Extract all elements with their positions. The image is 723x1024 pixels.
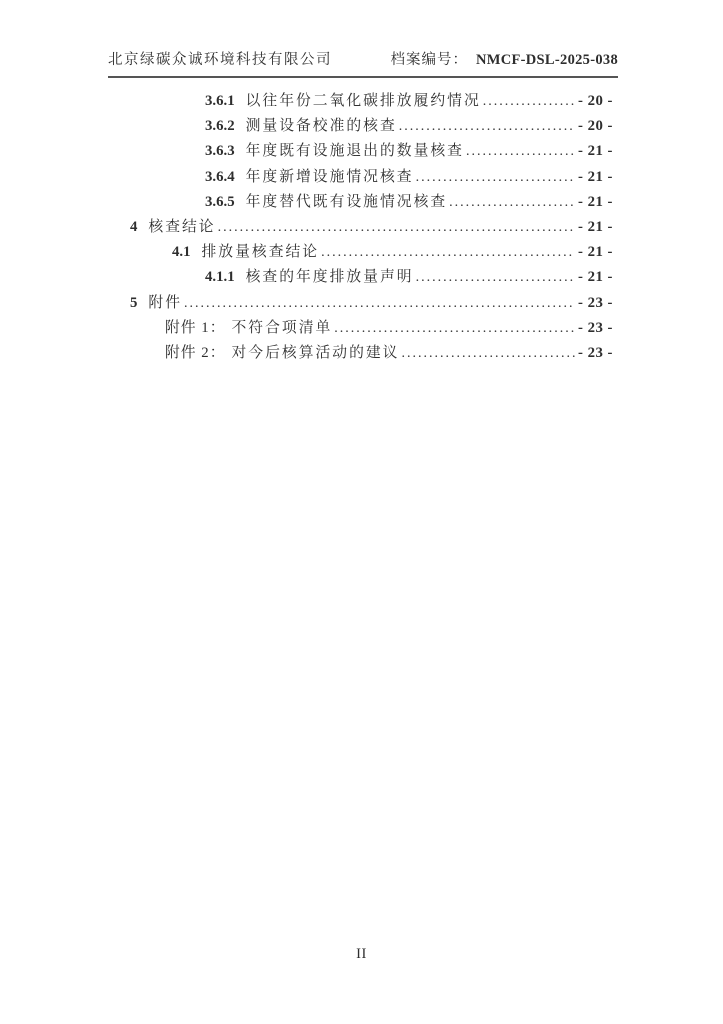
- header-company-name: 北京绿碳众诚环境科技有限公司: [108, 52, 332, 68]
- toc-entry[interactable]: [100, 291, 613, 316]
- toc-list: [100, 89, 613, 366]
- toc-entry-number: 4.1: [172, 244, 191, 261]
- toc-entry-number: 4.1.1: [205, 269, 235, 286]
- toc-entry-title: 排放量核查结论: [201, 244, 320, 261]
- toc-entry-number: 3.6.4: [205, 168, 235, 185]
- toc-entry-title: 对今后核算活动的建议: [231, 345, 400, 362]
- toc-entry-page: - 23 -: [577, 294, 613, 311]
- toc-entry-number: 4: [130, 219, 138, 236]
- toc-entry-page: - 20 -: [577, 93, 613, 109]
- toc-entry[interactable]: [100, 114, 613, 139]
- toc-entry-title: 年度替代既有设施情况核查: [245, 193, 448, 210]
- toc-entry-title: 测量设备校准的核查: [245, 118, 397, 135]
- dot-leader: [399, 114, 575, 139]
- toc-entry[interactable]: [100, 190, 613, 215]
- toc-entry[interactable]: [100, 89, 613, 114]
- toc-entry-number: 3.6.5: [205, 193, 235, 210]
- dot-leader: [483, 89, 575, 114]
- toc-entry[interactable]: [100, 215, 613, 240]
- toc-entry-page: - 21 -: [577, 269, 613, 286]
- toc-entry-number: 3.6.1: [205, 93, 235, 109]
- toc-entry-page: - 23 -: [577, 345, 613, 362]
- dot-leader: [416, 165, 575, 190]
- toc-entry-number: 附件 1：: [165, 319, 226, 336]
- toc-entry-title: 年度既有设施退出的数量核查: [245, 143, 464, 160]
- toc-entry[interactable]: [100, 139, 613, 164]
- dot-leader: [416, 265, 575, 290]
- toc-entry-number: 3.6.2: [205, 118, 235, 135]
- dot-leader: [401, 341, 574, 366]
- toc-entry[interactable]: [100, 316, 613, 341]
- toc-entry-title: 年度新增设施情况核查: [245, 168, 414, 185]
- toc-entry-page: - 23 -: [577, 319, 613, 336]
- toc-entry-title: 不符合项清单: [231, 319, 333, 336]
- toc-entry[interactable]: [100, 265, 613, 290]
- dot-leader: [218, 215, 575, 240]
- toc-entry-page: - 21 -: [577, 244, 613, 261]
- dot-leader: [334, 316, 575, 341]
- toc-entry-page: - 21 -: [577, 143, 613, 160]
- toc-entry-title: 附件: [148, 294, 183, 311]
- doc-number-value: NMCF-DSL-2025-038: [475, 52, 618, 68]
- toc-entry-title: 以往年份二氧化碳排放履约情况: [245, 93, 481, 109]
- toc-entry[interactable]: [100, 341, 613, 366]
- toc-entry-number: 附件 2：: [165, 345, 226, 362]
- toc-entry[interactable]: [100, 240, 613, 265]
- header-doc-number: [390, 48, 618, 69]
- toc-entry-title: 核查结论: [148, 219, 216, 236]
- toc-entry-page: - 21 -: [577, 168, 613, 185]
- toc-entry-number: 3.6.3: [205, 143, 235, 160]
- toc-entry-page: - 20 -: [577, 118, 613, 135]
- toc-entry-page: - 21 -: [577, 219, 613, 236]
- dot-leader: [449, 190, 575, 215]
- page-footer: [0, 946, 723, 963]
- toc-entry[interactable]: [100, 165, 613, 190]
- footer-page-number: II: [356, 946, 367, 962]
- dot-leader: [321, 240, 575, 265]
- page-header: [108, 48, 618, 78]
- doc-number-label: 档案编号：: [390, 52, 468, 68]
- toc-entry-number: 5: [130, 294, 138, 311]
- dot-leader: [184, 291, 575, 316]
- toc-entry-page: - 21 -: [577, 193, 613, 210]
- toc-entry-title: 核查的年度排放量声明: [245, 269, 414, 286]
- dot-leader: [466, 139, 575, 164]
